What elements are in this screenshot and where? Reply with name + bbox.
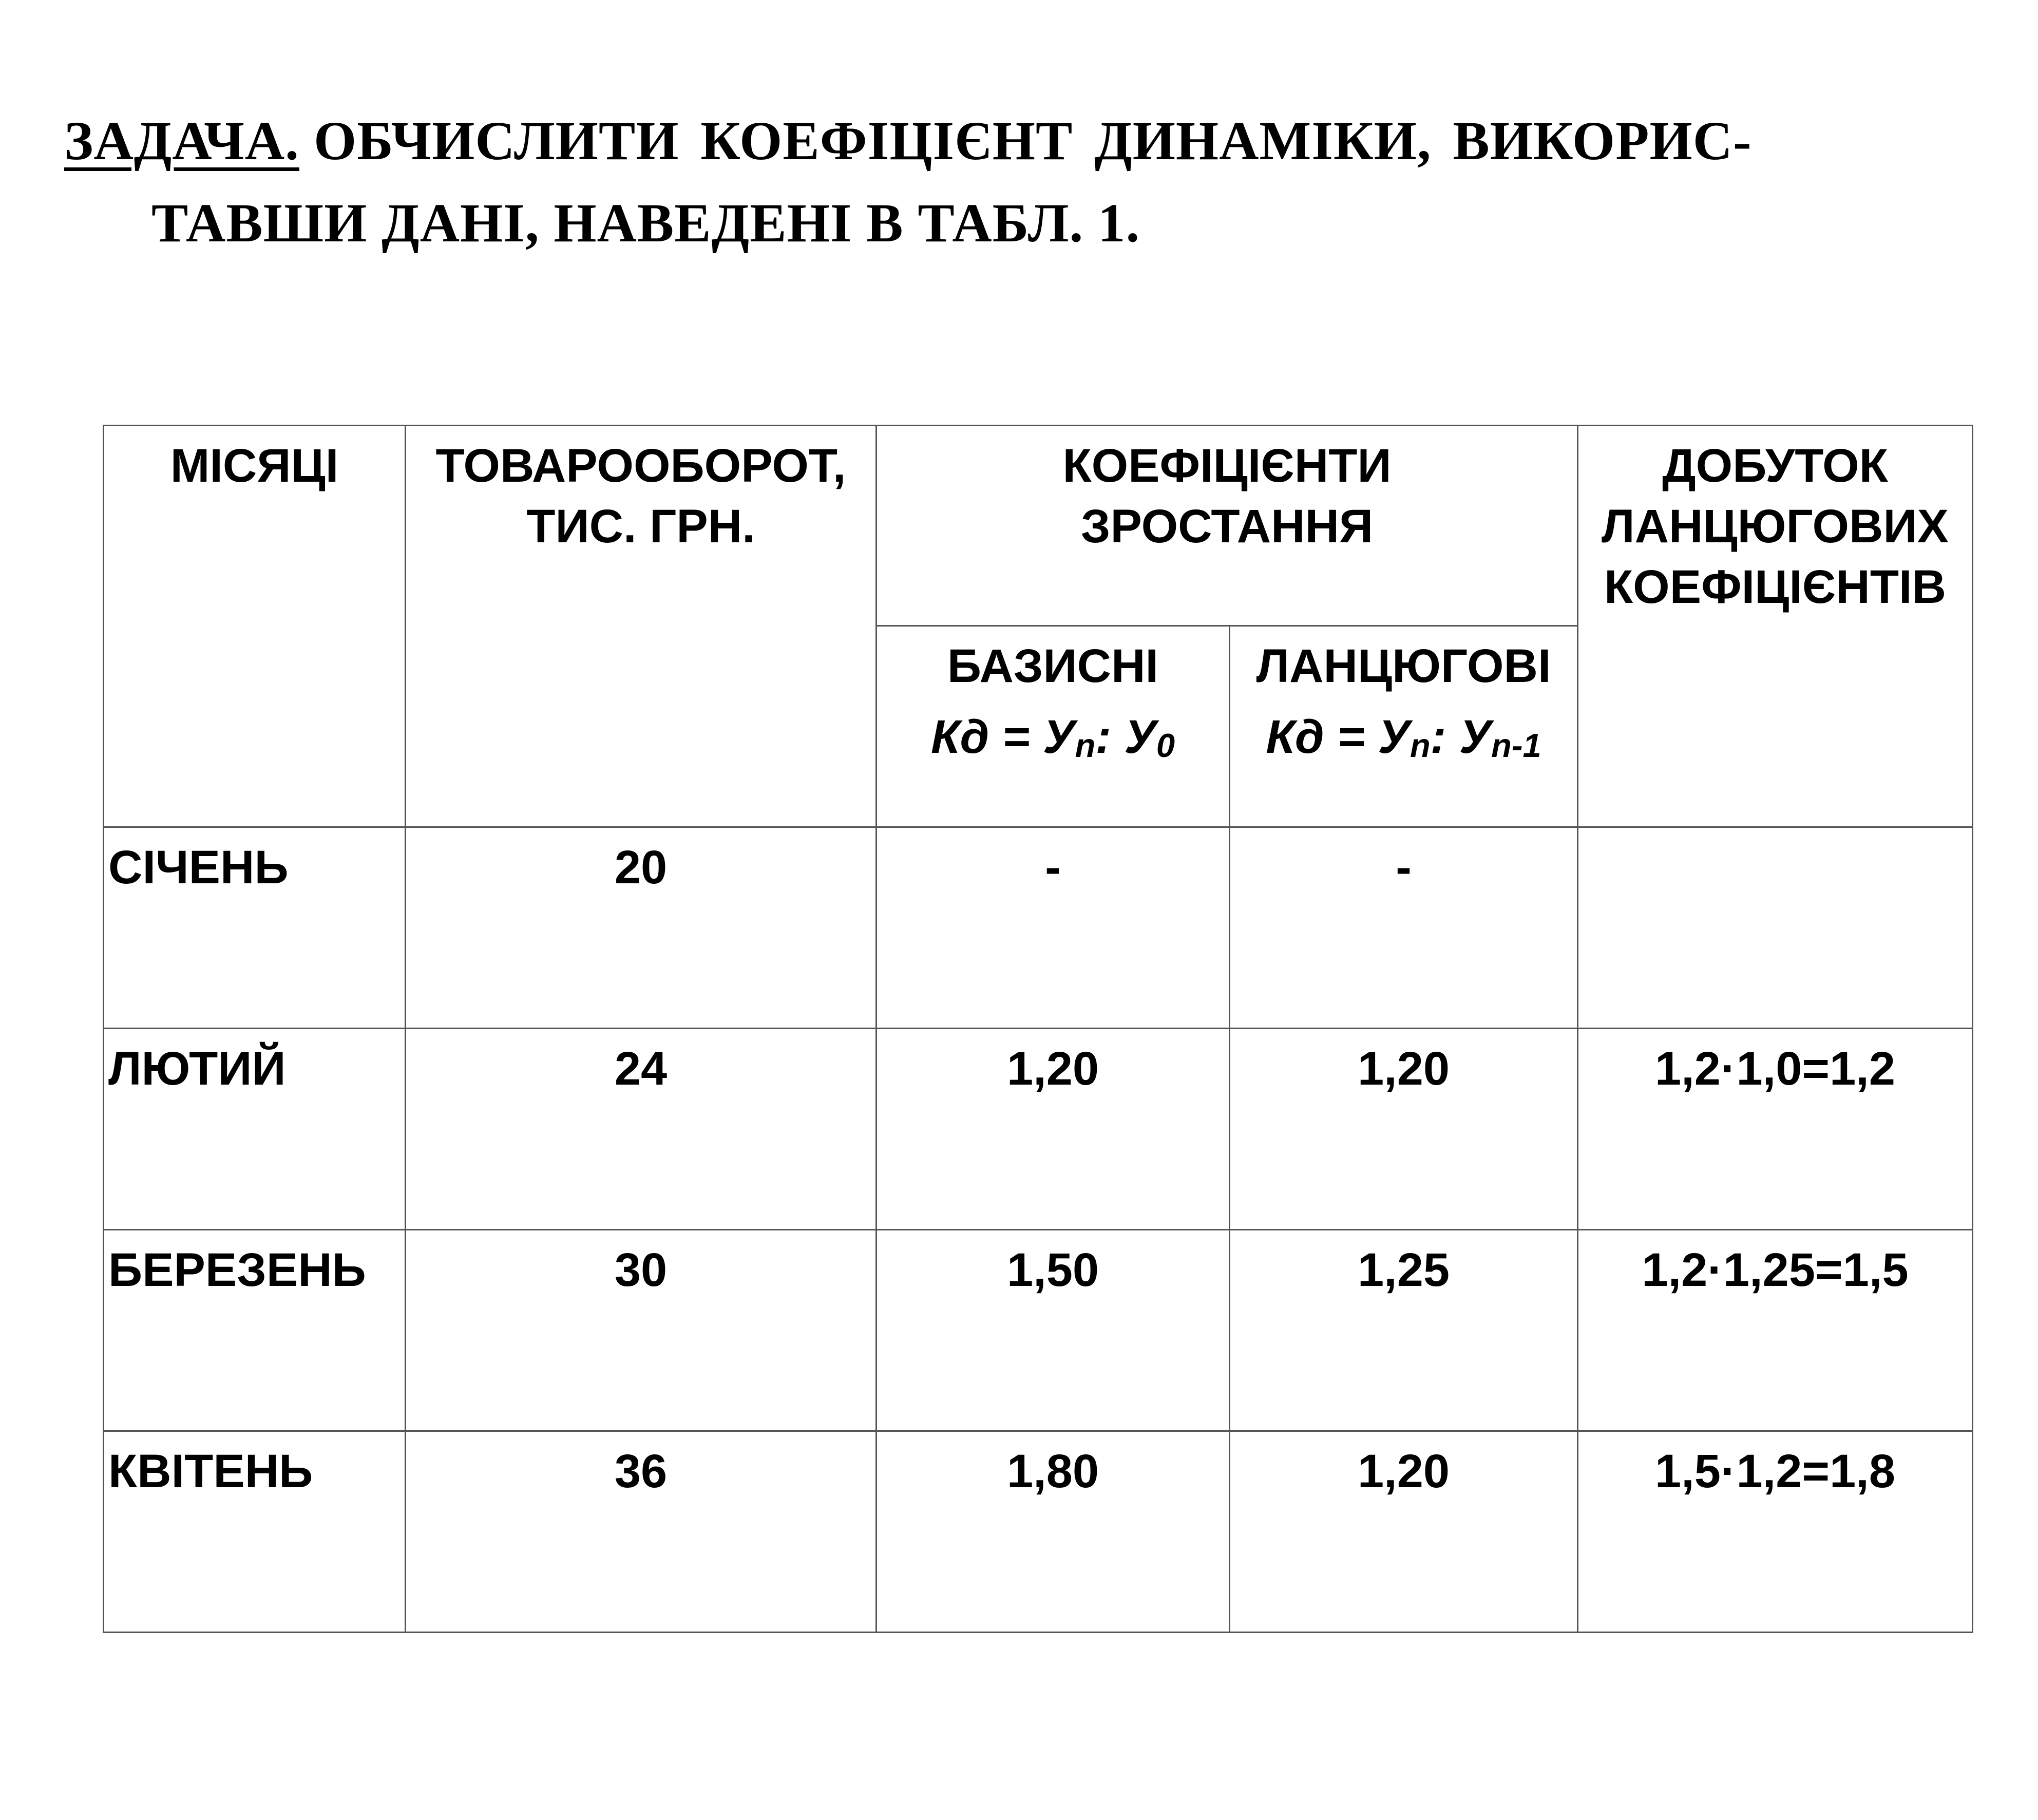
header-months: МІСЯЦІ (104, 426, 406, 827)
cell-chain: 1,20 (1230, 1029, 1578, 1230)
growth-coefficients-table (103, 425, 1973, 1633)
cell-product: 1,5·1,2=1,8 (1578, 1431, 1973, 1633)
cell-product: 1,2·1,25=1,5 (1578, 1230, 1973, 1431)
cell-turnover: 30 (406, 1230, 877, 1431)
table-row (104, 827, 1973, 1029)
cell-basic: 1,20 (877, 1029, 1230, 1230)
cell-basic: 1,50 (877, 1230, 1230, 1431)
task-label: ЗАДАЧА. (64, 111, 299, 172)
cell-month: БЕРЕЗЕНЬ (104, 1230, 406, 1431)
cell-turnover: 20 (406, 827, 877, 1029)
header-chain-product: ДОБУТОК ЛАНЦЮГОВИХ КОЕФІЦІЄНТІВ (1578, 426, 1973, 827)
cell-month: СІЧЕНЬ (104, 827, 406, 1029)
cell-turnover: 36 (406, 1431, 877, 1633)
cell-product (1578, 827, 1973, 1029)
cell-product: 1,2·1,0=1,2 (1578, 1029, 1973, 1230)
task-heading-line-2: ТАВШИ ДАНІ, НАВЕДЕНІ В ТАБЛ. 1. (151, 193, 1140, 254)
chain-formula: Кд = $У_n$: $У_{n-1}$ (1266, 711, 1541, 764)
cell-turnover: 24 (406, 1029, 877, 1230)
cell-chain: 1,25 (1230, 1230, 1578, 1431)
task-heading-line-1 (64, 100, 1990, 182)
cell-month: КВІТЕНЬ (104, 1431, 406, 1633)
table-row (104, 1230, 1973, 1431)
header-turnover: ТОВАРООБОРОТ, ТИС. ГРН. (406, 426, 877, 827)
header-growth-coefficients: КОЕФІЦІЄНТИ ЗРОСТАННЯ (877, 426, 1578, 626)
task-text-1: ОБЧИСЛИТИ КОЕФІЦІЄНТ ДИНАМІКИ, ВИКОРИС- (313, 111, 1752, 172)
header-chain: ЛАНЦЮГОВІ Кд = $У_n$: $У_{n-1}$ (1230, 626, 1578, 827)
table-row (104, 1431, 1973, 1633)
basic-formula: Кд = $У_n$: $У_0$ (931, 711, 1175, 764)
task-heading (64, 100, 1990, 264)
cell-basic: 1,80 (877, 1431, 1230, 1633)
table-row (104, 1029, 1973, 1230)
cell-chain: - (1230, 827, 1578, 1029)
cell-basic: - (877, 827, 1230, 1029)
cell-month: ЛЮТИЙ (104, 1029, 406, 1230)
table-header-row (104, 426, 1973, 626)
cell-chain: 1,20 (1230, 1431, 1578, 1633)
header-basic: БАЗИСНІ Кд = $У_n$: $У_0$ (877, 626, 1230, 827)
